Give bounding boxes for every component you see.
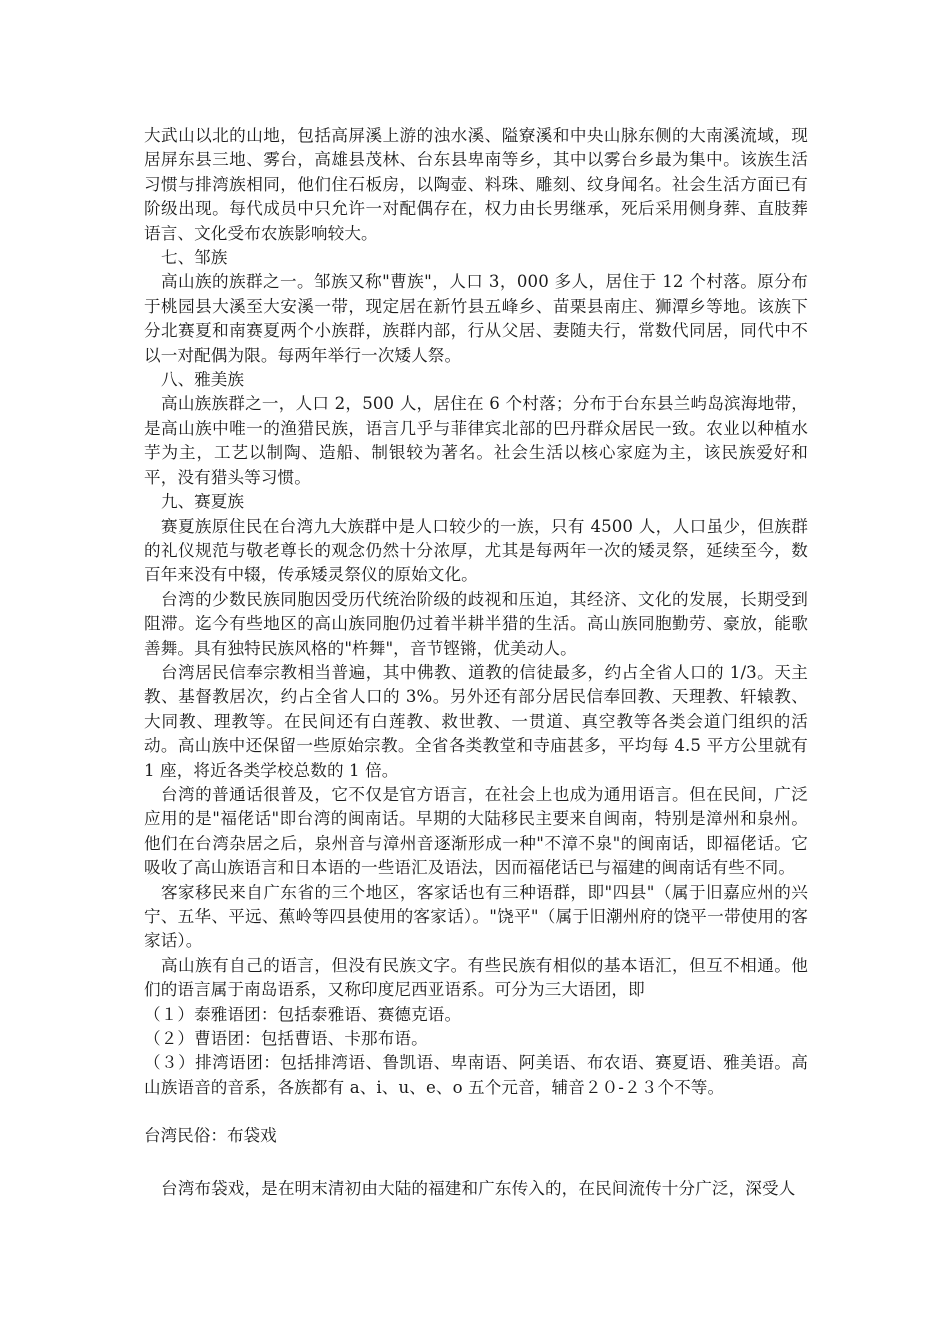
- paragraph-yami: 高山族族群之一，人口 2，500 人，居住在 6 个村落；分布于台东县兰屿岛滨海地带，是高山族中唯一的渔猎民族，语言几乎与菲律宾北部的巴丹群众居民一致。农业以种植水芋为主，工艺以制陶、造船、制银较为著名。社会生活以核心家庭为主，该民族爱好和平，没有猎头等习惯。: [144, 394, 808, 487]
- document-page: [144, 124, 808, 1201]
- heading-saixia: 九、赛夏族: [161, 492, 244, 512]
- list-item-atayal-group: （１）泰雅语团：包括泰雅语、赛德克语。: [144, 1004, 462, 1024]
- paragraph-gaoshan-tail: 大武山以北的山地，包括高屏溪上游的浊水溪、隘寮溪和中央山脉东侧的大南溪流域，现居屏东县三地、雾台，高雄县茂林、台东县卑南等乡，其中以雾台乡最为集中。该族生活习惯与排湾族相同，他们住石板房，以陶壶、料珠、雕刻、纹身闻名。社会生活方面已有阶级出现。每代成员中只允许一对配偶存在，权力由长男继承，死后采用侧身葬、直肢葬语言、文化受布农族影响较大。: [144, 126, 808, 243]
- heading-zou: 七、邹族: [161, 248, 228, 268]
- paragraph-mandarin: 台湾的普通话很普及，它不仅是官方语言，在社会上也成为通用语言。但在民间，广泛应用的是"福佬话"即台湾的闽南话。早期的大陆移民主要来自闽南，特别是漳州和泉州。他们在台湾杂居之后，泉州音与漳州音逐渐形成一种"不漳不泉"的闽南话，即福佬话。它吸收了高山族语言和日本语的一些语汇及语法，因而福佬话已与福建的闽南话有些不同。: [144, 784, 808, 878]
- section-title: 台湾民俗：布袋戏: [144, 1126, 277, 1146]
- blank-line: [144, 1100, 808, 1124]
- blank-line: [144, 1149, 808, 1177]
- paragraph-minority: 台湾的少数民族同胞因受历代统治阶级的歧视和压迫，其经济、文化的发展，长期受到阻滞。迄今有些地区的高山族同胞仍过着半耕半猎的生活。高山族同胞勤劳、豪放，能歌善舞。具有独特民族风格的"杵舞"，音节铿锵，优美动人。: [144, 589, 808, 658]
- heading-yami: 八、雅美族: [161, 370, 244, 390]
- paragraph-religion: 台湾居民信奉宗教相当普遍，其中佛教、道教的信徒最多，约占全省人口的 1/3。天主教、基督教居次，约占全省人口的 3%。另外还有部分居民信奉回教、天理教、轩辕教、大同教、理教等。在民间还有白莲教、救世教、一贯道、真空教等各类会道门组织的活动。高山族中还保留一些原始宗教。全省各类教堂和寺庙甚多，平均每 4.5 平方公里就有 1 座，将近各类学校总数的 1 倍。: [144, 662, 808, 780]
- paragraph-hakka: 客家移民来自广东省的三个地区，客家话也有三种语群，即"四县"（属于旧嘉应州的兴宁、五华、平远、蕉岭等四县使用的客家话）。"饶平"（属于旧潮州府的饶平一带使用的客家话）。: [144, 882, 808, 951]
- paragraph-budaixi: 台湾布袋戏，是在明末清初由大陆的福建和广东传入的，在民间流传十分广泛，深受人: [161, 1178, 796, 1198]
- paragraph-saixia: 赛夏族原住民在台湾九大族群中是人口较少的一族，只有 4500 人，人口虽少，但族群的礼仪规范与敬老尊长的观念仍然十分浓厚，尤其是每两年一次的矮灵祭，延续至今，数百年来没有中辍，传承矮灵祭仪的原始文化。: [144, 516, 808, 585]
- paragraph-zou: 高山族的族群之一。邹族又称"曹族"，人口 3，000 多人，居住于 12 个村落。原分布于桃园县大溪至大安溪一带，现定居在新竹县五峰乡、苗栗县南庄、狮潭乡等地。该族下分北赛夏和南赛夏两个小族群，族群内部，行从父居、妻随夫行，常数代同居，同代中不以一对配偶为限。每两年举行一次矮人祭。: [144, 272, 808, 365]
- list-item-paiwan-group: （３）排湾语团：包括排湾语、鲁凯语、卑南语、阿美语、布农语、赛夏语、雅美语。高山族语音的音系，各族都有 a、i、u、e、o 五个元音，辅音２０-２３个不等。: [144, 1053, 808, 1097]
- list-item-tsou-group: （２）曹语团：包括曹语、卡那布语。: [144, 1029, 428, 1049]
- paragraph-language-intro: 高山族有自己的语言，但没有民族文字。有些民族有相似的基本语汇，但互不相通。他们的语言属于南岛语系，又称印度尼西亚语系。可分为三大语团，即: [144, 955, 808, 1000]
